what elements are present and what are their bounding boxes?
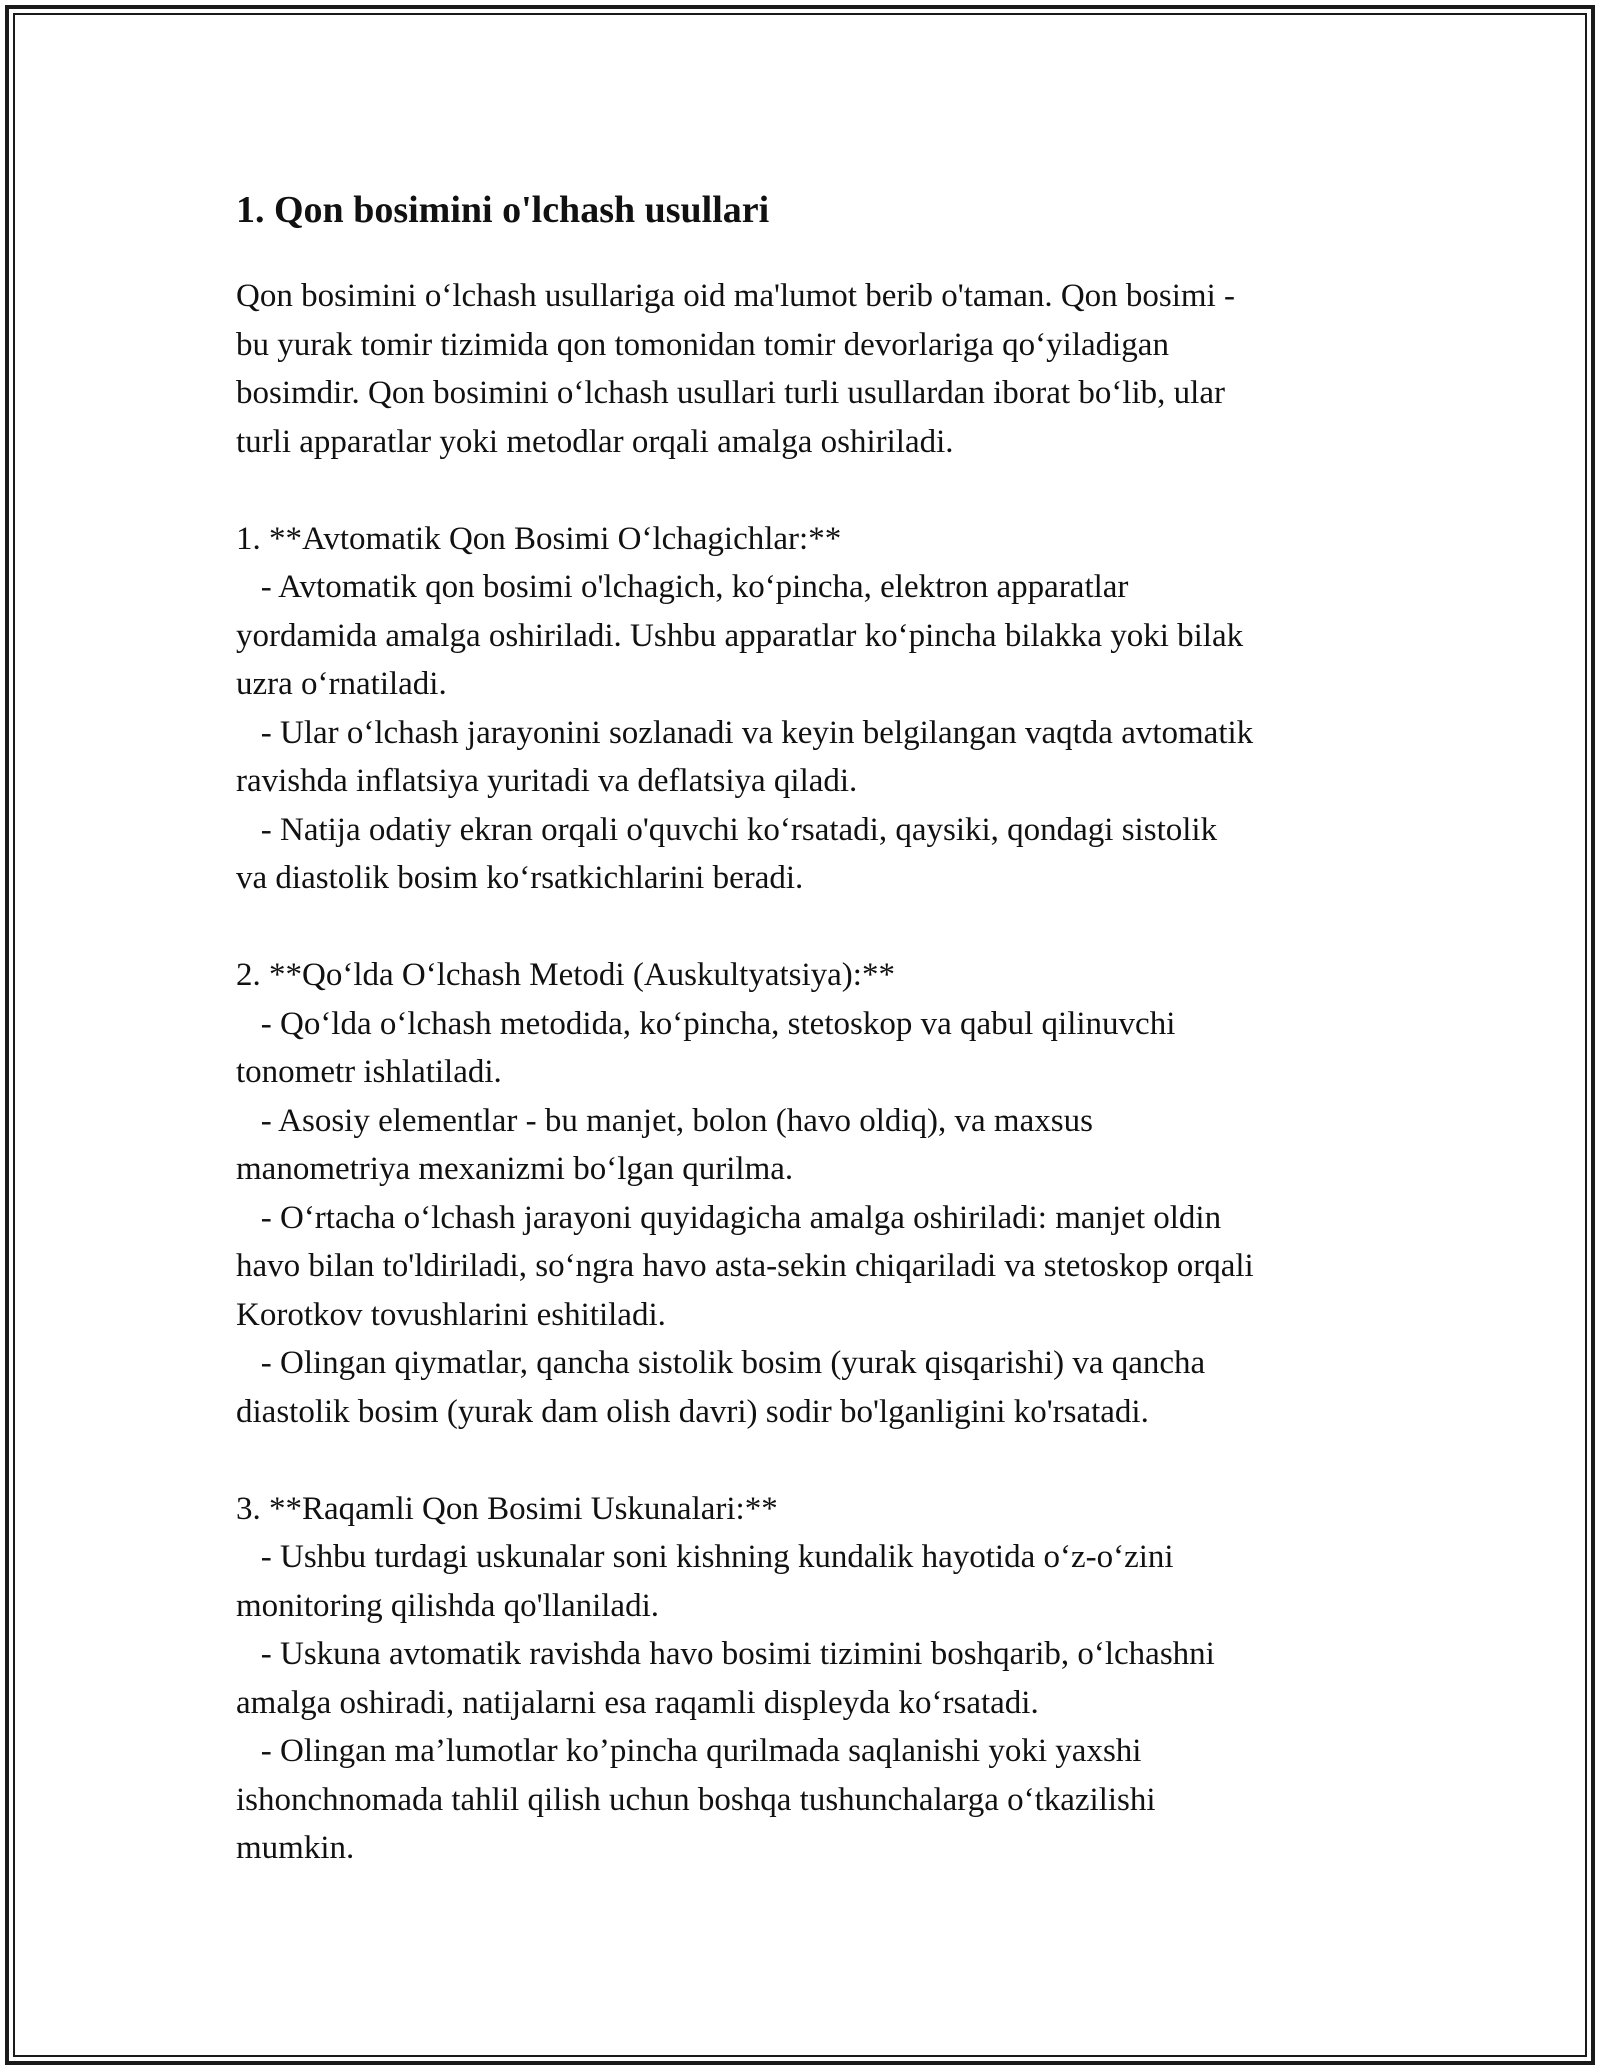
text-line: - Avtomatik qon bosimi o'lchagich, ko‘pincha, elektron apparatlar <box>236 569 1129 605</box>
text-line: - Qo‘lda o‘lchash metodida, ko‘pincha, stetoskop va qabul qilinuvchi <box>236 1005 1176 1042</box>
text-line: havo bilan to'ldiriladi, so‘ngra havo asta-sekin chiqariladi va stetoskop orqali <box>236 1248 1254 1284</box>
text-line: turli apparatlar yoki metodlar orqali amalga oshiriladi. <box>236 423 954 460</box>
document-title: 1. Qon bosimini o'lchash usullari <box>236 189 770 231</box>
section-heading: 3. **Raqamli Qon Bosimi Uskunalari:** <box>236 1490 778 1527</box>
section-heading: 2. **Qo‘lda O‘lchash Metodi (Auskultyatsiya):** <box>236 957 895 993</box>
blank-line <box>236 1436 1376 1485</box>
text-line: monitoring qilishda qo'llaniladi. <box>236 1587 659 1624</box>
text-line: uzra o‘rnatiladi. <box>236 666 447 702</box>
text-line: - O‘rtacha o‘lchash jarayoni quyidagicha amalga oshiriladi: manjet oldin <box>236 1199 1222 1236</box>
text-line: ishonchnomada tahlil qilish uchun boshqa tushunchalarga o‘tkazilishi <box>236 1781 1156 1818</box>
text-line: Korotkov tovushlarini eshitiladi. <box>236 1296 666 1333</box>
text-line: bu yurak tomir tizimida qon tomonidan tomir devorlariga qo‘yiladigan <box>236 326 1169 363</box>
text-line: - Ushbu turdagi uskunalar soni kishning kundalik hayotida o‘z-o‘zini <box>236 1539 1174 1575</box>
document-body <box>236 186 1376 1873</box>
text-line: - Olingan ma’lumotlar ko’pincha qurilmada saqlanishi yoki yaxshi <box>236 1733 1142 1769</box>
section-heading: 1. **Avtomatik Qon Bosimi O‘lchagichlar:** <box>236 520 842 557</box>
text-line: mumkin. <box>236 1830 355 1866</box>
text-line: - Natija odatiy ekran orqali o'quvchi ko‘rsatadi, qaysiki, qondagi sistolik <box>236 811 1218 848</box>
text-line: - Olingan qiymatlar, qancha sistolik bosim (yurak qisqarishi) va qancha <box>236 1345 1206 1381</box>
text-line: bosimdir. Qon bosimini o‘lchash usullari turli usullardan iborat bo‘lib, ular <box>236 375 1225 411</box>
text-line: - Asosiy elementlar - bu manjet, bolon (havo oldiq), va maxsus <box>236 1102 1093 1139</box>
text-line: tonometr ishlatiladi. <box>236 1054 502 1090</box>
blank-line <box>236 903 1376 952</box>
text-line: - Ular o‘lchash jarayonini sozlanadi va keyin belgilangan vaqtda avtomatik <box>236 714 1254 751</box>
text-line: Qon bosimini o‘lchash usullariga oid ma'lumot berib o'taman. Qon bosimi - <box>236 278 1236 314</box>
text-line: yordamida amalga oshiriladi. Ushbu apparatlar ko‘pincha bilakka yoki bilak <box>236 617 1244 654</box>
text-line: ravishda inflatsiya yuritadi va deflatsiya qiladi. <box>236 763 858 799</box>
text-line: amalga oshiradi, natijalarni esa raqamli displeyda ko‘rsatadi. <box>236 1684 1039 1721</box>
text-line: - Uskuna avtomatik ravishda havo bosimi tizimini boshqarib, o‘lchashni <box>236 1636 1215 1672</box>
text-line: va diastolik bosim ko‘rsatkichlarini beradi. <box>236 860 804 896</box>
blank-line <box>236 466 1376 515</box>
text-line: manometriya mexanizmi bo‘lgan qurilma. <box>236 1151 794 1187</box>
text-line: diastolik bosim (yurak dam olish davri) sodir bo'lganligini ko'rsatadi. <box>236 1393 1149 1430</box>
